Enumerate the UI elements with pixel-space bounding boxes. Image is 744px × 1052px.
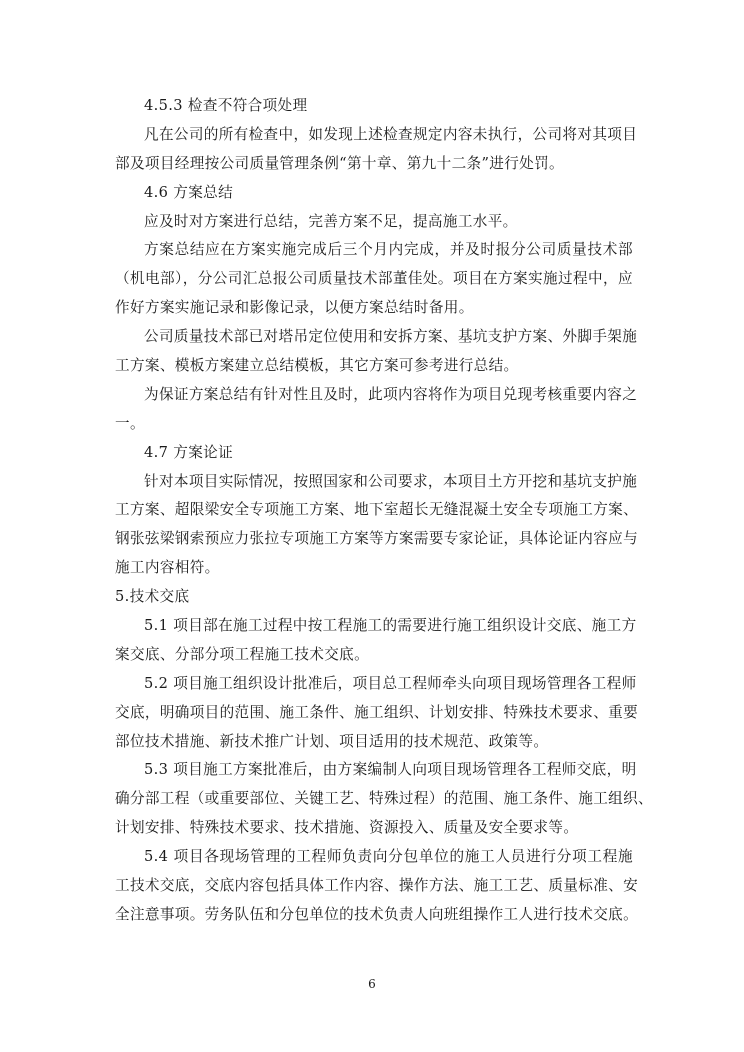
text-line: 全注意事项。劳务队伍和分包单位的技术负责人向班组操作工人进行技术交底。 <box>115 905 639 923</box>
text-line: 针对本项目实际情况，按照国家和公司要求，本项目土方开挖和基坑支护施 <box>144 472 638 490</box>
text-line: 5.4 项目各现场管理的工程师负责向分包单位的施工人员进行分项工程施 <box>144 848 633 866</box>
text-line: 4.7 方案论证 <box>144 443 234 461</box>
document-body <box>115 92 653 930</box>
text-line: 5.3 项目施工方案批准后，由方案编制人向项目现场管理各工程师交底，明 <box>144 761 637 779</box>
text-line: 一。 <box>115 414 145 432</box>
text-line: 凡在公司的所有检查中，如发现上述检查规定内容未执行，公司将对其项目 <box>144 125 638 143</box>
text-line: 方案总结应在方案实施完成后三个月内完成，并及时报分公司质量技术部 <box>144 241 633 259</box>
text-line: 5.2 项目施工组织设计批准后，项目总工程师牵头向项目现场管理各工程师 <box>144 674 637 692</box>
text-line: 作好方案实施记录和影像记录，以便方案总结时备用。 <box>115 299 474 317</box>
text-line: 为保证方案总结有针对性且及时，此项内容将作为项目兑现考核重要内容之 <box>144 385 638 403</box>
text-line: 5.技术交底 <box>115 588 190 606</box>
text-line: 部及项目经理按公司质量管理条例“第十章、第九十二条”进行处罚。 <box>115 154 564 172</box>
text-line: （机电部），分公司汇总报公司质量技术部董佳处。项目在方案实施过程中，应 <box>115 270 633 288</box>
text-line: 案交底、分部分项工程施工技术交底。 <box>115 645 370 663</box>
text-line: 4.6 方案总结 <box>144 183 234 201</box>
text-line: 5.1 项目部在施工过程中按工程施工的需要进行施工组织设计交底、施工方 <box>144 617 637 635</box>
text-line: 应及时对方案进行总结，完善方案不足，提高施工水平。 <box>144 212 518 230</box>
text-line: 交底，明确项目的范围、施工条件、施工组织、计划安排、特殊技术要求、重要 <box>115 703 639 721</box>
text-line: 工方案、超限梁安全专项施工方案、地下室超长无缝混凝土安全专项施工方案、 <box>115 501 639 519</box>
text-line: 公司质量技术部已对塔吊定位使用和安拆方案、基坑支护方案、外脚手架施 <box>144 328 638 346</box>
text-line: 工方案、模板方案建立总结模板，其它方案可参考进行总结。 <box>115 357 519 375</box>
text-line: 计划安排、特殊技术要求、技术措施、资源投入、质量及安全要求等。 <box>115 819 579 837</box>
text-line: 工技术交底，交底内容包括具体工作内容、操作方法、施工工艺、质量标准、安 <box>115 877 639 895</box>
text-line: 钢张弦梁钢索预应力张拉专项施工方案等方案需要专家论证，具体论证内容应与 <box>115 530 639 548</box>
page-number: 6 <box>368 977 376 991</box>
text-line: 4.5.3 检查不符合项处理 <box>144 97 308 114</box>
text-line: 施工内容相符。 <box>115 559 220 577</box>
text-line: 部位技术措施、新技术推广计划、项目适用的技术规范、政策等。 <box>115 732 549 750</box>
text-line: 确分部工程（或重要部位、关键工艺、特殊过程）的范围、施工条件、施工组织、 <box>115 790 653 808</box>
